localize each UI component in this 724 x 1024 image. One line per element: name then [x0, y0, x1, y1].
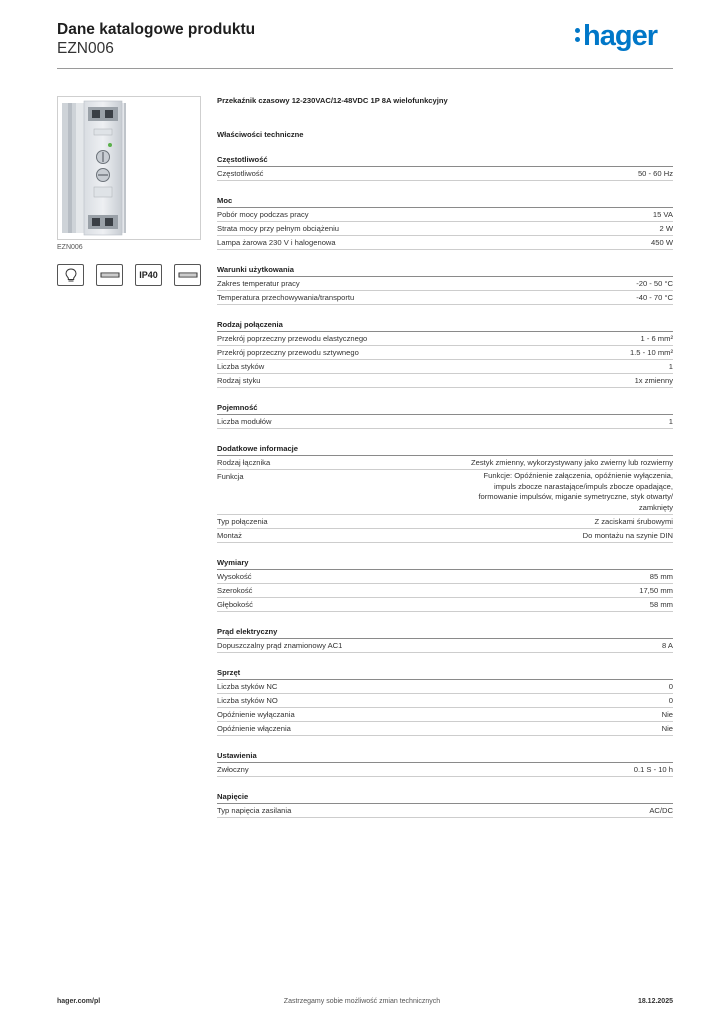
- spec-value: Zestyk zmienny, wykorzystywany jako zwierny lub rozwierny: [471, 458, 673, 467]
- spec-value: Nie: [661, 710, 673, 719]
- spec-label: Opóźnienie włączenia: [217, 724, 291, 733]
- section-title: Rodzaj połączenia: [217, 319, 673, 332]
- spec-section: [217, 750, 673, 777]
- spec-row: [217, 332, 673, 346]
- spec-row: [217, 167, 673, 181]
- spec-label: Dopuszczalny prąd znamionowy AC1: [217, 641, 343, 650]
- footer-date: 18.12.2025: [637, 998, 673, 1005]
- spec-label: Zakres temperatur pracy: [217, 279, 300, 288]
- spec-row: [217, 515, 673, 529]
- spec-label: Zwłoczny: [217, 765, 249, 774]
- spec-value: Z zaciskami śrubowymi: [594, 517, 673, 526]
- spec-label: Głębokość: [217, 600, 253, 609]
- spec-label: Liczba styków NO: [217, 696, 278, 705]
- spec-value: Nie: [661, 724, 673, 733]
- spec-row: [217, 570, 673, 584]
- spec-label: Szerokość: [217, 586, 253, 595]
- spec-label: Opóźnienie wyłączania: [217, 710, 295, 719]
- spec-value: 1x zmienny: [634, 376, 673, 385]
- spec-row: [217, 708, 673, 722]
- spec-label: Liczba styków NC: [217, 682, 278, 691]
- spec-row: [217, 804, 673, 818]
- image-caption: EZN006: [57, 244, 83, 251]
- spec-section: [217, 557, 673, 612]
- spec-section: [217, 443, 673, 543]
- spec-row: [217, 456, 673, 470]
- spec-value: 8 A: [662, 641, 673, 650]
- spec-value: -20 - 50 °C: [636, 279, 673, 288]
- spec-value: 2 W: [659, 224, 673, 233]
- spec-value: 17,50 mm: [639, 586, 673, 595]
- spec-label: Przekrój poprzeczny przewodu sztywnego: [217, 348, 359, 357]
- spec-label: Liczba styków: [217, 362, 265, 371]
- spec-value: 1 - 6 mm²: [640, 334, 673, 343]
- spec-row: [217, 346, 673, 360]
- ip-rating-icon: IP40: [135, 264, 162, 286]
- spec-label: Przekrój poprzeczny przewodu elastycznego: [217, 334, 368, 343]
- spec-row: [217, 236, 673, 250]
- spec-label: Typ połączenia: [217, 517, 268, 526]
- spec-value: 1: [668, 417, 673, 426]
- spec-section: [217, 154, 673, 181]
- spec-row: [217, 374, 673, 388]
- spec-label: Pobór mocy podczas pracy: [217, 210, 309, 219]
- spec-value: Funkcje: Opóźnienie załączenia, opóźnienie wyłączenia, impuls zbocze narastające/impuls zbocze opadające, formowanie impulsów, miganie symetryczne, styk otwarty/ zamknięty: [478, 471, 673, 512]
- spec-value: Do montażu na szynie DIN: [582, 531, 673, 540]
- spec-row: [217, 763, 673, 777]
- document-title: Dane katalogowe produktu: [57, 21, 256, 38]
- header-divider: [57, 68, 673, 69]
- spec-value: 1.5 - 10 mm²: [629, 348, 673, 357]
- spec-value: 1: [668, 362, 673, 371]
- spec-label: Typ napięcia zasilania: [217, 806, 292, 815]
- spec-label: Temperatura przechowywania/transportu: [217, 293, 355, 302]
- spec-value: 58 mm: [649, 600, 673, 609]
- spec-label: Liczba modułów: [217, 417, 272, 426]
- product-image: [57, 96, 201, 240]
- spec-section: [217, 402, 673, 429]
- spec-row: [217, 680, 673, 694]
- spec-value: 85 mm: [649, 572, 673, 581]
- logo-text: hager: [583, 20, 657, 52]
- section-title: Moc: [217, 195, 673, 208]
- spec-value: 15 VA: [652, 210, 673, 219]
- spec-value: 450 W: [651, 238, 673, 247]
- spec-section: [217, 319, 673, 388]
- spec-section: [217, 791, 673, 818]
- spec-content: [217, 96, 673, 818]
- footer-website[interactable]: hager.com/pl: [57, 998, 101, 1005]
- hager-logo[interactable]: [575, 20, 657, 52]
- spec-sections: [217, 154, 673, 818]
- spec-value: 0: [668, 696, 673, 705]
- spec-row: [217, 529, 673, 543]
- page-header: [57, 20, 673, 70]
- product-name: Przekaźnik czasowy 12-230VAC/12-48VDC 1P 8A wielofunkcyjny: [217, 96, 448, 105]
- section-title: Warunki użytkowania: [217, 264, 673, 277]
- din-rail-alt-icon: [174, 264, 201, 286]
- spec-label: Rodzaj styku: [217, 376, 261, 385]
- spec-row: [217, 470, 673, 515]
- spec-row: [217, 598, 673, 612]
- spec-value: 50 - 60 Hz: [637, 169, 673, 178]
- spec-row: [217, 694, 673, 708]
- spec-row: [217, 584, 673, 598]
- spec-label: Lampa żarowa 230 V i halogenowa: [217, 238, 336, 247]
- spec-label: Funkcja: [217, 472, 244, 481]
- tech-properties-heading: Właściwości techniczne: [217, 130, 304, 139]
- spec-value: 0: [668, 682, 673, 691]
- section-title: Sprzęt: [217, 667, 673, 680]
- spec-row: [217, 360, 673, 374]
- spec-section: [217, 264, 673, 305]
- din-rail-icon: [96, 264, 123, 286]
- section-title: Ustawienia: [217, 750, 673, 763]
- spec-row: [217, 222, 673, 236]
- spec-label: Wysokość: [217, 572, 252, 581]
- section-title: Wymiary: [217, 557, 673, 570]
- spec-value: -40 - 70 °C: [636, 293, 673, 302]
- section-title: Częstotliwość: [217, 154, 673, 167]
- footer-disclaimer: Zastrzegamy sobie możliwość zmian technicznych: [283, 998, 441, 1005]
- section-title: Napięcie: [217, 791, 673, 804]
- section-title: Prąd elektryczny: [217, 626, 673, 639]
- spec-label: Strata mocy przy pełnym obciążeniu: [217, 224, 339, 233]
- spec-section: [217, 195, 673, 250]
- spec-value: AC/DC: [649, 806, 673, 815]
- section-title: Pojemność: [217, 402, 673, 415]
- lamp-icon: [57, 264, 84, 286]
- spec-row: [217, 277, 673, 291]
- spec-label: Częstotliwość: [217, 169, 264, 178]
- spec-row: [217, 208, 673, 222]
- spec-row: [217, 291, 673, 305]
- product-code: EZN006: [57, 40, 114, 57]
- spec-row: [217, 722, 673, 736]
- spec-section: [217, 667, 673, 736]
- spec-section: [217, 626, 673, 653]
- spec-label: Rodzaj łącznika: [217, 458, 271, 467]
- spec-row: [217, 639, 673, 653]
- section-title: Dodatkowe informacje: [217, 443, 673, 456]
- spec-row: [217, 415, 673, 429]
- spec-label: Montaż: [217, 531, 242, 540]
- spec-value: 0.1 S - 10 h: [633, 765, 673, 774]
